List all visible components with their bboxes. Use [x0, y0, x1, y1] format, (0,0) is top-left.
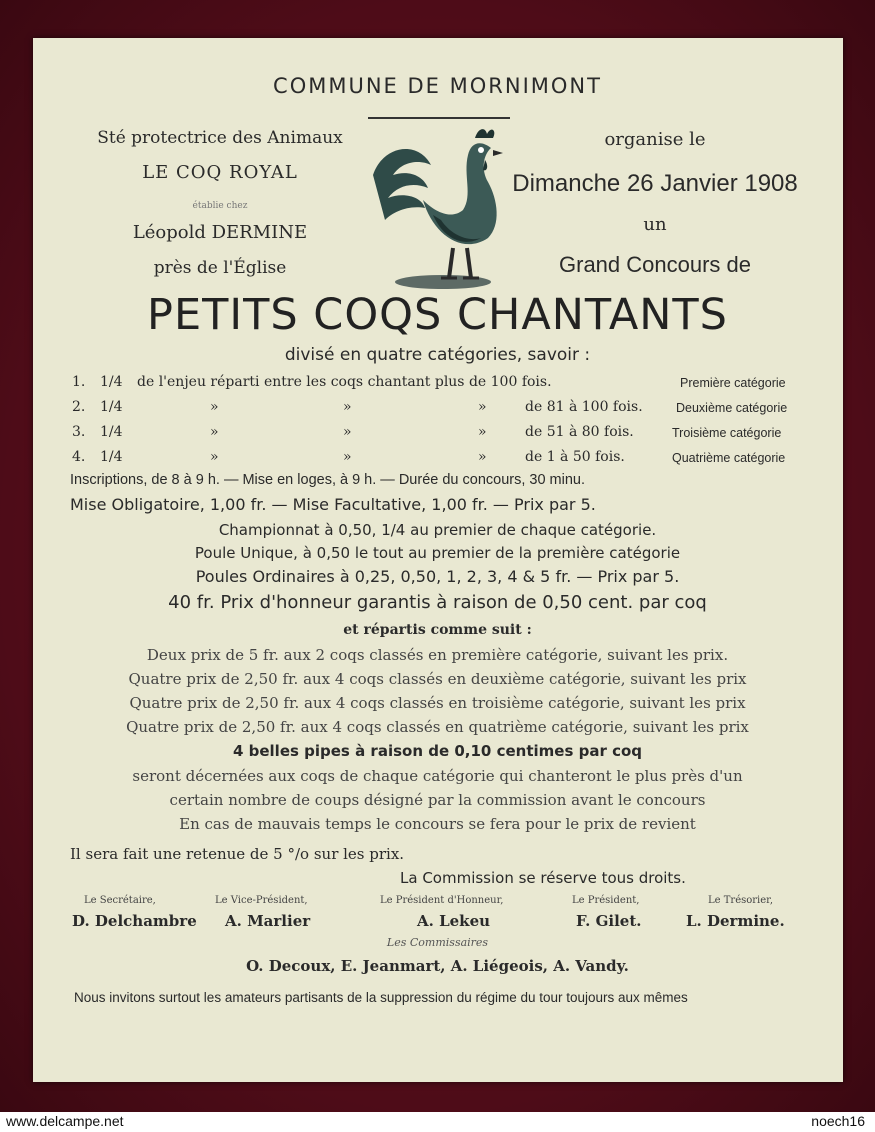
event-date: Dimanche 26 Janvier 1908 — [512, 170, 798, 197]
seller-watermark: noech16 — [811, 1113, 865, 1129]
category-label: Première catégorie — [680, 376, 786, 390]
grand-concours-label: Grand Concours de — [559, 252, 751, 277]
commissaires-list: O. Decoux, E. Jeanmart, A. Liégeois, A. Vandy. — [246, 957, 629, 975]
pipes-line: En cas de mauvais temps le concours se fera pour le prix de revient — [179, 815, 696, 833]
rule-line: Mise Obligatoire, 1,00 fr. — Mise Facultative, 1,00 fr. — Prix par 5. — [70, 495, 596, 514]
repartition-label: et répartis comme suit : — [343, 622, 532, 638]
society-name: LE COQ ROYAL — [142, 162, 298, 183]
signatory-name: L. Dermine. — [686, 912, 785, 930]
pipes-line: certain nombre de coups désigné par la commission avant le concours — [169, 791, 706, 809]
commissaires-title: Les Commissaires — [386, 936, 489, 949]
signatory-title: Le Vice-Président, — [215, 895, 308, 906]
category-share: 1/4 — [100, 374, 123, 390]
prize-honor: 40 fr. Prix d'honneur garantis à raison de 0,50 cent. par coq — [168, 592, 707, 613]
signatory-name: F. Gilet. — [576, 912, 642, 930]
category-number: 2. — [72, 399, 86, 415]
category-share: 1/4 — [100, 424, 123, 440]
organise-label: organise le — [604, 129, 706, 150]
reserve-line: La Commission se réserve tous droits. — [400, 869, 686, 887]
category-label: Deuxième catégorie — [676, 401, 788, 415]
pipes-line: seront décernées aux coqs de chaque catégorie qui chanteront le plus près d'un — [132, 767, 743, 785]
signatory-name: D. Delchambre — [72, 912, 197, 930]
category-share: 1/4 — [100, 449, 123, 465]
society-line: Sté protectrice des Animaux — [97, 128, 343, 148]
category-desc: de 1 à 50 fois. — [525, 449, 625, 465]
ditto-mark: » — [343, 424, 352, 440]
category-desc: de l'enjeu réparti entre les coqs chantant plus de 100 fois. — [137, 374, 552, 390]
un-label: un — [643, 214, 667, 235]
rule-line: Poules Ordinaires à 0,25, 0,50, 1, 2, 3, 4 & 5 fr. — Prix par 5. — [195, 567, 680, 586]
prize-line: Deux prix de 5 fr. aux 2 coqs classés en première catégorie, suivant les prix. — [146, 646, 729, 664]
pipes-line: 4 belles pipes à raison de 0,10 centimes par coq — [232, 742, 643, 760]
category-label: Quatrième catégorie — [672, 451, 786, 465]
rule-line: Poule Unique, à 0,50 le tout au premier de la première catégorie — [194, 544, 681, 562]
categories-intro: divisé en quatre catégories, savoir : — [284, 345, 591, 365]
title-rule — [368, 117, 510, 119]
ditto-mark: » — [343, 399, 352, 415]
ditto-mark: » — [210, 424, 219, 440]
category-desc: de 81 à 100 fois. — [525, 399, 643, 415]
signatory-title: Le Président, — [572, 895, 640, 906]
signatory-name: A. Marlier — [225, 912, 311, 930]
category-desc: de 51 à 80 fois. — [525, 424, 634, 440]
prize-line: Quatre prix de 2,50 fr. aux 4 coqs classés en deuxième catégorie, suivant les prix — [128, 670, 747, 688]
site-watermark: www.delcampe.net — [6, 1113, 124, 1129]
watermark-bar — [0, 1112, 875, 1132]
category-number: 1. — [72, 374, 86, 390]
ditto-mark: » — [210, 399, 219, 415]
signatory-title: Le Trésorier, — [708, 895, 774, 906]
host-location: près de l'Église — [153, 258, 287, 278]
prize-line: Quatre prix de 2,50 fr. aux 4 coqs classés en troisième catégorie, suivant les prix — [129, 694, 746, 712]
rooster-icon — [363, 120, 513, 295]
ditto-mark: » — [478, 449, 487, 465]
signatory-name: A. Lekeu — [417, 912, 491, 930]
ditto-mark: » — [478, 399, 487, 415]
rule-line: Championnat à 0,50, 1/4 au premier de chaque catégorie. — [218, 521, 657, 539]
etabli-label: établie chez — [192, 201, 248, 211]
main-title: PETITS COQS CHANTANTS — [147, 290, 728, 340]
notice-line: Nous invitons surtout les amateurs partisants de la suppression du régime du tour toujours aux mêmes — [74, 990, 688, 1005]
signatory-title: Le Président d'Honneur, — [380, 895, 504, 906]
host-name: Léopold DERMINE — [132, 222, 308, 243]
signatory-title: Le Secrétaire, — [84, 895, 156, 906]
category-number: 3. — [72, 424, 86, 440]
rule-line: Inscriptions, de 8 à 9 h. — Mise en loges, à 9 h. — Durée du concours, 30 minu. — [70, 472, 586, 488]
ditto-mark: » — [478, 424, 487, 440]
category-label: Troisième catégorie — [672, 426, 782, 440]
retenue-line: Il sera fait une retenue de 5 °/o sur les prix. — [70, 845, 405, 863]
category-share: 1/4 — [100, 399, 123, 415]
prize-line: Quatre prix de 2,50 fr. aux 4 coqs classés en quatrième catégorie, suivant les prix — [126, 718, 749, 736]
ditto-mark: » — [210, 449, 219, 465]
ditto-mark: » — [343, 449, 352, 465]
commune-title: COMMUNE DE MORNIMONT — [273, 74, 602, 98]
category-number: 4. — [72, 449, 86, 465]
